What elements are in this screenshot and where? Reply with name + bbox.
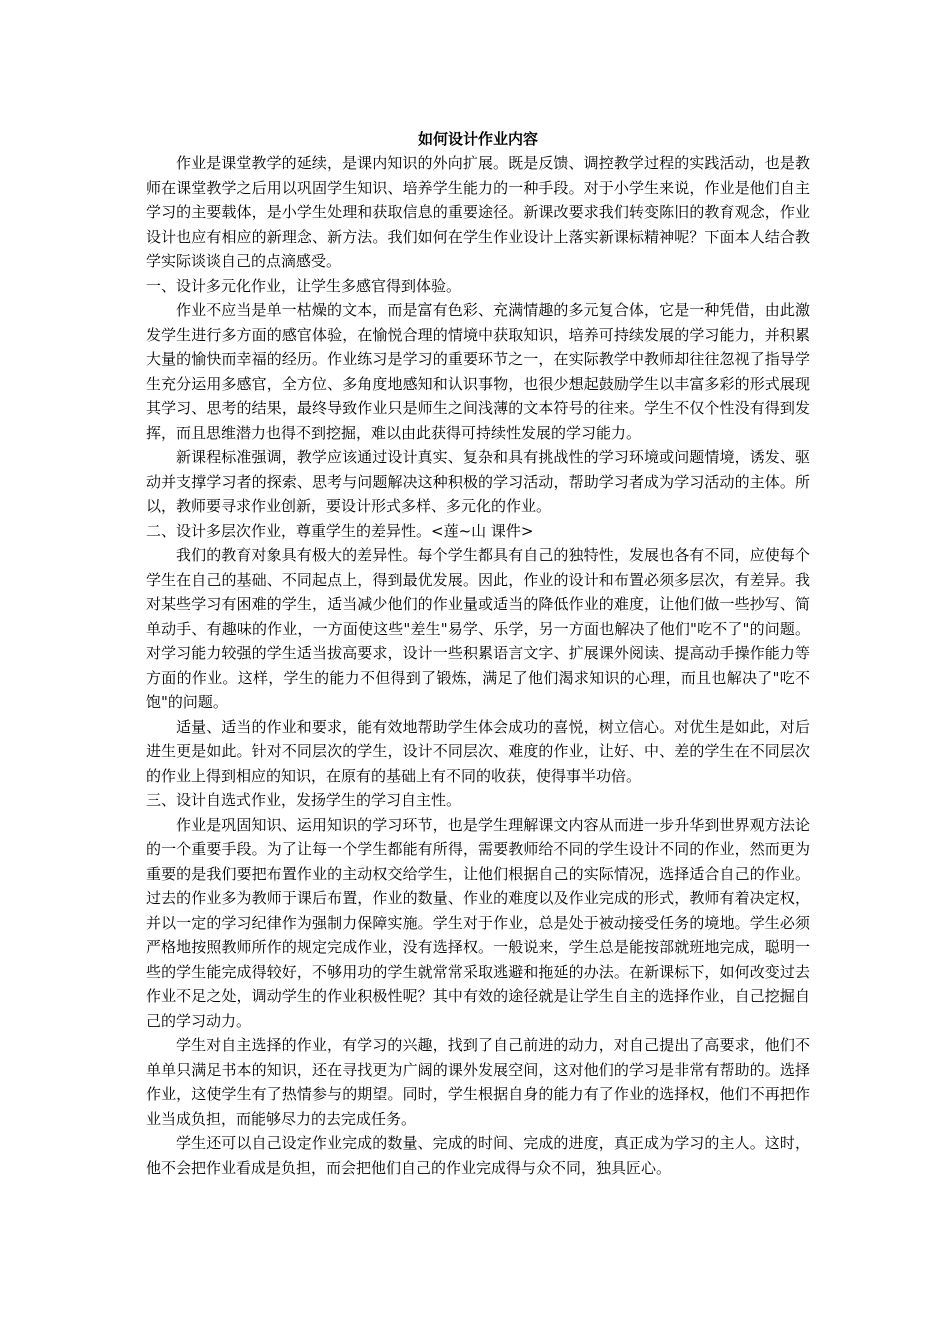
section-heading-2: 二、设计多层次作业，尊重学生的差异性。<莲~山 课件> [146,521,534,540]
document-title: 如何设计作业内容 [417,130,538,148]
paragraph-section2-b: 适量、适当的作业和要求，能有效地帮助学生体会成功的喜悦，树立信心。对优生是如此，对后进生更是如此。针对不同层次的学生，设计不同层次、难度的作业，让好、中、差的学生在不同层次的作业上得到相应的知识，在原有的基础上有不同的收获，使得事半功倍。 [146,717,810,785]
paragraph-section1-a: 作业不应当是单一枯燥的文本，而是富有色彩、充满情趣的多元复合体，它是一种凭借，由此激发学生进行多方面的感官体验，在愉悦合理的情境中获取知识，培养可持续发展的学习能力，并积累大量的愉快而幸福的经历。作业练习是学习的重要环节之一，在实际教学中教师却往往忽视了指导学生充分运用多感官，全方位、多角度地感知和认识事物，也很少想起鼓励学生以丰富多彩的形式展现其学习、思考的结果，最终导致作业只是师生之间浅薄的文本符号的往来。学生不仅个性没有得到发挥，而且思维潜力也得不到挖掘，难以由此获得可持续性发展的学习能力。 [146,301,810,442]
document-page [146,128,810,1180]
paragraph-section3-a: 作业是巩固知识、运用知识的学习环节，也是学生理解课文内容从而进一步升华到世界观方法论的一个重要手段。为了让每一个学生都能有所得，需要教师给不同的学生设计不同的作业，然而更为重要的是我们要把布置作业的主动权交给学生，让他们根据自己的实际情况，选择适合自己的作业。过去的作业多为教师于课后布置，作业的数量、作业的难度以及作业完成的形式，教师有着决定权，并以一定的学习纪律作为强制力保障实施。学生对于作业，总是处于被动接受任务的境地。学生必须严格地按照教师所作的规定完成作业，没有选择权。一般说来，学生总是能按部就班地完成，聪明一些的学生能完成得较好，不够用功的学生就常常采取逃避和拖延的办法。在新课标下，如何改变过去作业不足之处，调动学生的作业积极性呢？其中有效的途径就是让学生自主的选择作业，自己挖掘自己的学习动力。 [146,815,810,1030]
paragraph-section3-c: 学生还可以自己设定作业完成的数量、完成的时间、完成的进度，真正成为学习的主人。这时，他不会把作业看成是负担，而会把他们自己的作业完成得与众不同，独具匠心。 [146,1134,810,1177]
paragraph-intro: 作业是课堂教学的延续，是课内知识的外向扩展。既是反馈、调控教学过程的实践活动，也是教师在课堂教学之后用以巩固学生知识、培养学生能力的一种手段。对于小学生来说，作业是他们自主学习的主要载体，是小学生处理和获取信息的重要途径。新课改要求我们转变陈旧的教育观念，作业设计也应有相应的新理念、新方法。我们如何在学生作业设计上落实新课标精神呢？下面本人结合教学实际谈谈自己的点滴感受。 [146,154,810,270]
paragraph-section3-b: 学生对自主选择的作业，有学习的兴趣，找到了自己前进的动力，对自己提出了高要求，他们不单单只满足书本的知识，还在寻找更为广阔的课外发展空间，这对他们的学习是非常有帮助的。选择作业，这使学生有了热情参与的期望。同时，学生根据自身的能力有了作业的选择权，他们不再把作业当成负担，而能够尽力的去完成任务。 [146,1036,810,1128]
paragraph-section2-a: 我们的教育对象具有极大的差异性。每个学生都具有自己的独特性，发展也各有不同，应使每个学生在自己的基础、不同起点上，得到最优发展。因此，作业的设计和布置必须多层次，有差异。我对某些学习有困难的学生，适当减少他们的作业量或适当的降低作业的难度，让他们做一些抄写、简单动手、有趣味的作业，一方面使这些"差生"易学、乐学，另一方面也解决了他们"吃不了"的问题。对学习能力较强的学生适当拔高要求，设计一些积累语言文字、扩展课外阅读、提高动手操作能力等方面的作业。这样，学生的能力不但得到了锻炼，满足了他们渴求知识的心理，而且也解决了"吃不饱"的问题。 [146,546,810,711]
section-heading-3: 三、设计自选式作业，发扬学生的学习自主性。 [146,791,462,809]
section-heading-1: 一、设计多元化作业，让学生多感官得到体验。 [146,276,462,295]
paragraph-section1-b: 新课程标准强调，教学应该通过设计真实、复杂和具有挑战性的学习环境或问题情境，诱发、驱动并支撑学习者的探索、思考与问题解决这种积极的学习活动，帮助学习者成为学习活动的主体。所以，教师要寻求作业创新，要设计形式多样、多元化的作业。 [146,448,810,515]
